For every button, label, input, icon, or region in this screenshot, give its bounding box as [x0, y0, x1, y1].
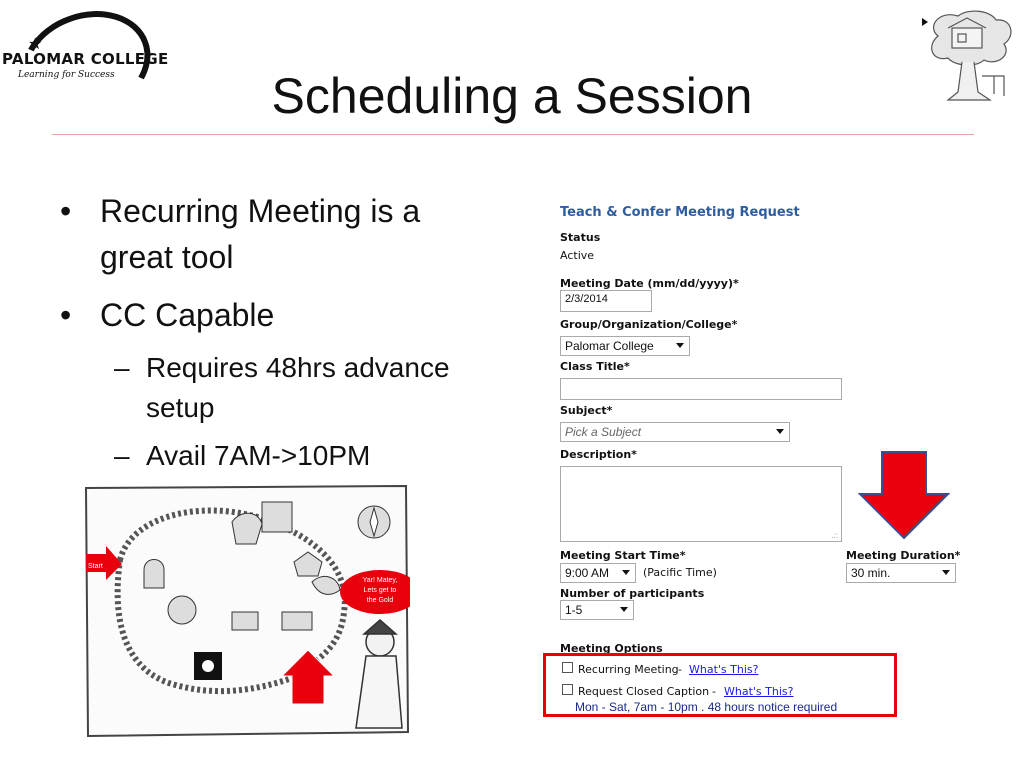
- recurring-meeting-label: Recurring Meeting: [578, 663, 679, 676]
- bullet-cc-capable: [60, 292, 275, 338]
- bullet-dot: •: [60, 193, 72, 229]
- start-time-label: Meeting Start Time*: [560, 549, 686, 562]
- treasure-map-illustration: [82, 482, 410, 742]
- logo-star-icon: ★: [28, 36, 43, 53]
- group-label: Group/Organization/College*: [560, 318, 738, 331]
- sub-bullet-dash: –: [114, 352, 130, 383]
- arrow-down-icon: [856, 450, 952, 540]
- duration-label: Meeting Duration*: [846, 549, 961, 562]
- recurring-whats-this-link[interactable]: What's This?: [689, 663, 759, 676]
- sub-bullet-requires-48hrs: [114, 348, 450, 428]
- treehouse-icon: [918, 6, 1018, 102]
- bullet-text-line-1: Recurring Meeting is a: [100, 193, 421, 229]
- caption-whats-this-link[interactable]: What's This?: [724, 685, 794, 698]
- duration-value: 30 min.: [851, 566, 891, 580]
- start-time-value: 9:00 AM: [565, 566, 610, 580]
- status-label: Status: [560, 231, 601, 244]
- chevron-down-icon: [776, 429, 784, 434]
- group-select-value: Palomar College: [565, 339, 654, 353]
- sub-bullet-availability: [114, 436, 371, 476]
- map-speech-line-3: the Gold: [366, 597, 394, 604]
- timezone-text: (Pacific Time): [643, 566, 717, 579]
- status-value: Active: [560, 249, 595, 262]
- logo-tagline: Learning for Success: [18, 70, 115, 80]
- description-textarea[interactable]: [560, 466, 842, 542]
- bullet-recurring-meeting: [60, 188, 421, 280]
- meeting-date-input[interactable]: 2/3/2014: [560, 290, 652, 312]
- bullet-text-line-2: great tool: [100, 239, 234, 275]
- map-start-label: Start: [88, 563, 103, 570]
- sub-bullet-dash: –: [114, 440, 130, 471]
- logo-name: PALOMAR COLLEGE: [2, 50, 169, 68]
- chevron-down-icon: [676, 343, 684, 348]
- bullet-text: CC Capable: [100, 297, 275, 333]
- participants-label: Number of participants: [560, 587, 705, 600]
- subject-select[interactable]: [560, 422, 790, 442]
- recurring-separator: -: [678, 663, 682, 676]
- caption-availability-note: Mon - Sat, 7am - 10pm . 48 hours notice required: [575, 700, 838, 714]
- subject-select-placeholder: Pick a Subject: [565, 425, 642, 439]
- meeting-options-label: Meeting Options: [560, 642, 663, 655]
- caption-separator: -: [712, 685, 716, 698]
- sub-bullet-text-line-1: Requires 48hrs advance: [146, 352, 450, 383]
- description-label: Description*: [560, 448, 637, 461]
- participants-value: 1-5: [565, 603, 583, 617]
- participants-select[interactable]: [560, 600, 634, 620]
- class-title-input[interactable]: [560, 378, 842, 400]
- duration-select[interactable]: [846, 563, 956, 583]
- closed-caption-checkbox[interactable]: [562, 684, 573, 695]
- title-divider: [52, 134, 974, 135]
- bullet-dot: •: [60, 297, 72, 333]
- closed-caption-label: Request Closed Caption: [578, 685, 710, 698]
- subject-label: Subject*: [560, 404, 613, 417]
- chevron-down-icon: [620, 607, 628, 612]
- meeting-date-label: Meeting Date (mm/dd/yyyy)*: [560, 277, 739, 290]
- class-title-label: Class Title*: [560, 360, 630, 373]
- map-speech-line-2: Lets get to: [363, 587, 397, 594]
- recurring-meeting-checkbox[interactable]: [562, 662, 573, 673]
- chevron-down-icon: [942, 570, 950, 575]
- form-heading: Teach & Confer Meeting Request: [560, 205, 800, 220]
- sub-bullet-text-line-2: setup: [146, 392, 215, 423]
- sub-bullet-text: Avail 7AM->10PM: [146, 440, 371, 471]
- group-select[interactable]: [560, 336, 690, 356]
- chevron-down-icon: [622, 570, 630, 575]
- slide-title: Scheduling a Session: [271, 68, 753, 124]
- map-speech-line-1: Yar! Matey,: [362, 577, 398, 584]
- start-time-select[interactable]: [560, 563, 636, 583]
- resize-grip-icon[interactable]: .::: [831, 531, 838, 540]
